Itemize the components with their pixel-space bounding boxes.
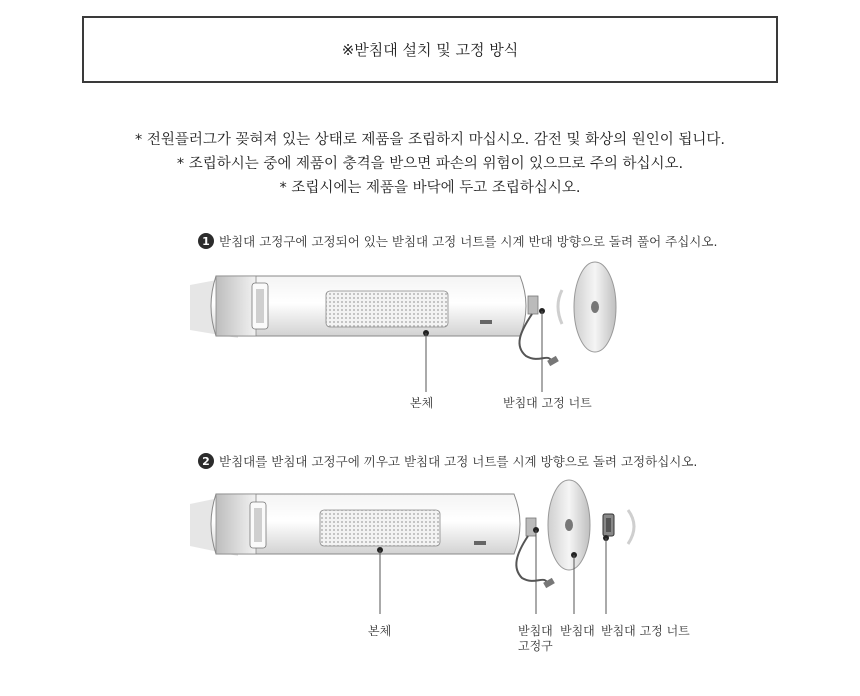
step-1-end-cap <box>216 276 256 336</box>
step-1-badge <box>480 320 492 324</box>
step-2-stand-nut <box>603 510 634 614</box>
step-2-power-cord <box>516 536 548 584</box>
step-2-text: 받침대를 받침대 고정구에 끼우고 받침대 고정 너트를 시계 방향으로 돌려 고정하십시오. <box>219 454 698 469</box>
caution-note-2: * 조립하시는 중에 제품이 충격을 받으면 파손의 위험이 있으므로 주의 하십시오. <box>176 156 684 172</box>
step-2-heater-body <box>190 494 555 614</box>
step-2-badge <box>474 541 486 545</box>
step-1-text: 받침대 고정구에 고정되어 있는 받침대 고정 너트를 시계 반대 방향으로 돌려 풀어 주십시오. <box>219 234 718 249</box>
step-2-label-stand-nut: 받침대 고정 너트 <box>601 624 690 638</box>
step-1-stand-disc <box>558 262 616 352</box>
step-2-number-icon: 2 <box>198 453 214 469</box>
step-2-grill <box>320 510 440 546</box>
step-2-label-stand: 받침대 <box>560 624 595 638</box>
step-1-label-body: 본체 <box>410 396 434 410</box>
step-1-rotate-arrow-icon <box>558 290 562 324</box>
step-1-number-icon: 1 <box>198 233 214 249</box>
step-2-rotate-arrow-icon <box>628 510 634 544</box>
step-1-label-stand-nut: 받침대 고정 너트 <box>503 396 592 410</box>
step-1-heater-body <box>190 276 559 392</box>
step-2-fixture <box>526 518 536 536</box>
caution-note-1: * 전원플러그가 꽂혀져 있는 상태로 제품을 조립하지 마십시오. 감전 및 화상의 원인이 됩니다. <box>134 132 726 148</box>
step-2-label-stand-fixture: 받침대 고정구 <box>518 624 553 653</box>
step-2-stand-disc <box>548 480 590 614</box>
step-1-fixture <box>528 296 538 314</box>
page-title: ※받침대 설치 및 고정 방식 <box>341 41 519 59</box>
step-1-grill <box>326 291 448 327</box>
caution-note-3: * 조립시에는 제품을 바닥에 두고 조립하십시오. <box>279 180 581 196</box>
step-2-label-body: 본체 <box>368 624 392 638</box>
